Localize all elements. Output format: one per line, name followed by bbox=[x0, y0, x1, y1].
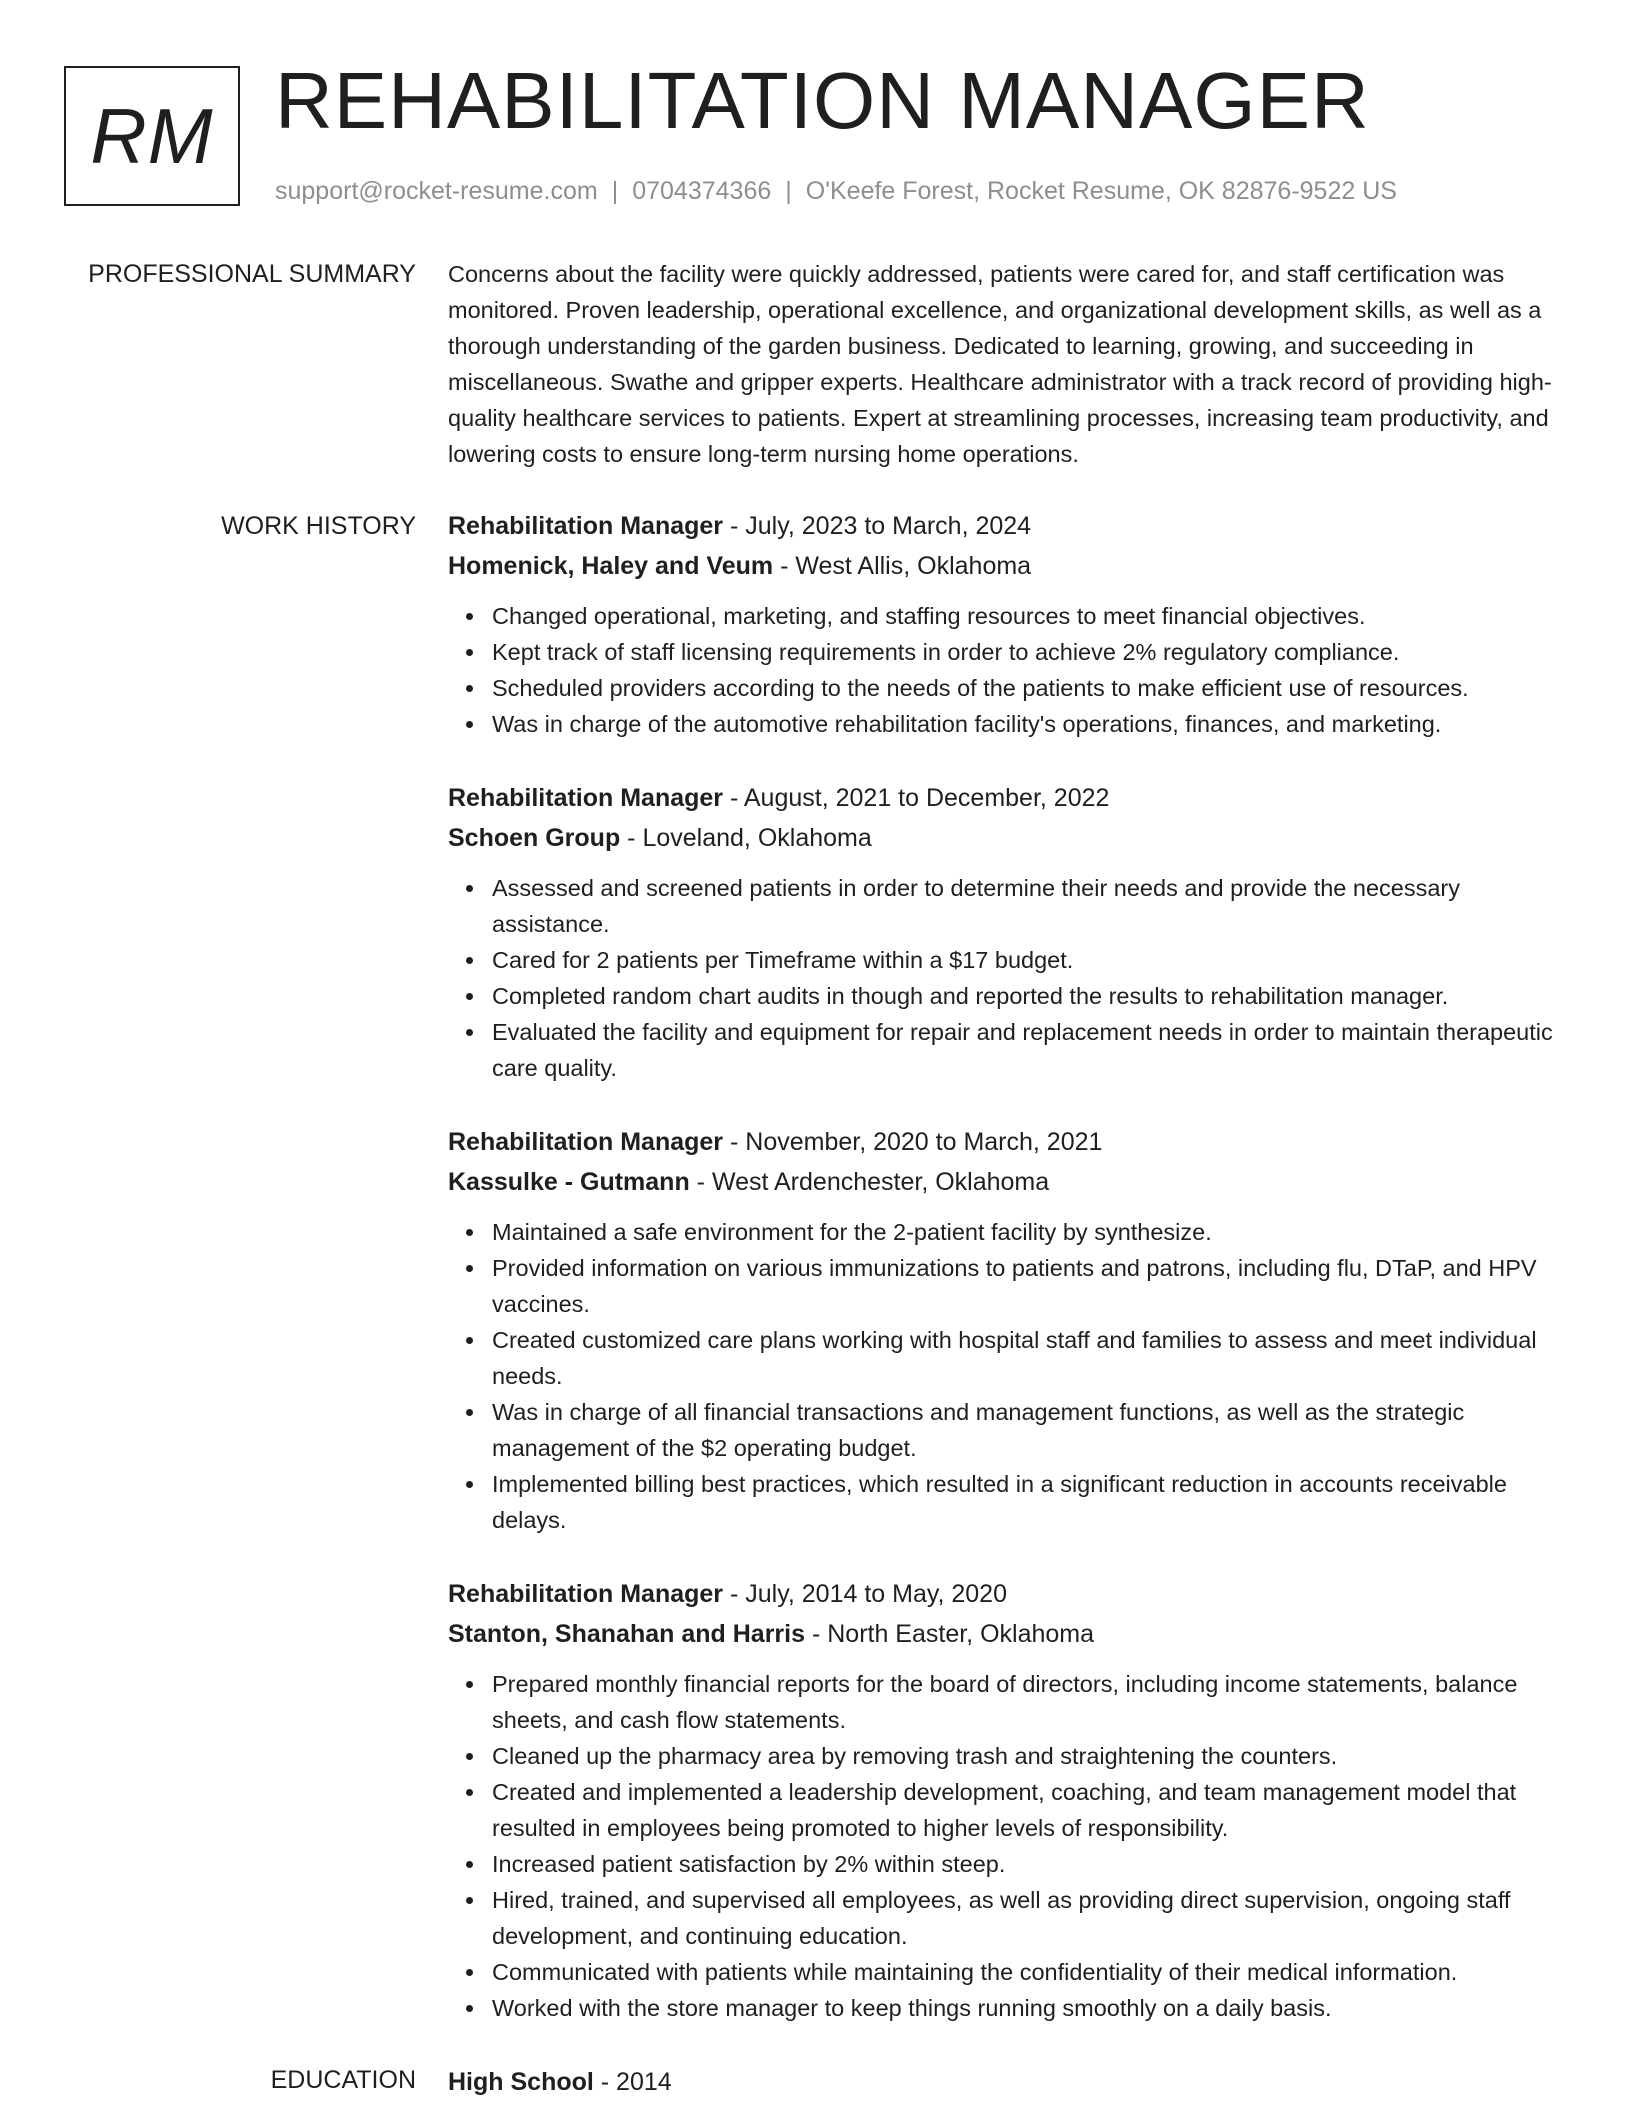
duty-item: Completed random chart audits in though and reported the results to rehabilitation manager. bbox=[492, 978, 1568, 1014]
duty-item: Evaluated the facility and equipment for repair and replacement needs in order to maintain therapeutic care quality. bbox=[492, 1014, 1568, 1086]
summary-heading: PROFESSIONAL SUMMARY bbox=[88, 260, 416, 288]
job-location: - West Ardenchester, Oklahoma bbox=[689, 1168, 1050, 1196]
duty-item: Prepared monthly financial reports for the board of directors, including income statements, balance sheets, and cash flow statements. bbox=[492, 1666, 1568, 1738]
job-dates: - July, 2014 to May, 2020 bbox=[723, 1580, 1007, 1608]
education-heading: EDUCATION bbox=[270, 2066, 416, 2094]
work-history-body bbox=[448, 506, 1568, 2062]
duty-item: Cleaned up the pharmacy area by removing trash and straightening the counters. bbox=[492, 1738, 1568, 1774]
job-dates: - August, 2021 to December, 2022 bbox=[723, 784, 1110, 812]
duty-item: Created and implemented a leadership development, coaching, and team management model that resulted in employees being promoted to higher levels of responsibility. bbox=[492, 1774, 1568, 1846]
education-degree-line bbox=[448, 2062, 1568, 2102]
job-dates: - July, 2023 to March, 2024 bbox=[723, 512, 1032, 540]
job-title: Rehabilitation Manager bbox=[448, 512, 724, 540]
contact-email[interactable]: support@rocket-resume.com bbox=[275, 177, 598, 205]
duty-item: Kept track of staff licensing requirements in order to achieve 2% regulatory compliance. bbox=[492, 634, 1568, 670]
job-entry bbox=[448, 1574, 1568, 2026]
duty-item: Created customized care plans working with hospital staff and families to assess and meet individual needs. bbox=[492, 1322, 1568, 1394]
duty-item: Was in charge of all financial transactions and management functions, as well as the strategic management of the $2 operating budget. bbox=[492, 1394, 1568, 1466]
contact-address: O'Keefe Forest, Rocket Resume, OK 82876-9522 US bbox=[805, 177, 1397, 205]
job-duties-list bbox=[448, 870, 1568, 1086]
job-location: - Loveland, Oklahoma bbox=[620, 824, 872, 852]
job-duties-list bbox=[448, 1666, 1568, 2026]
job-company-line bbox=[448, 546, 1568, 586]
job-company-line bbox=[448, 818, 1568, 858]
contact-phone[interactable]: 0704374366 bbox=[632, 177, 772, 205]
job-duties-list bbox=[448, 1214, 1568, 1538]
job-title: Rehabilitation Manager bbox=[448, 1580, 724, 1608]
job-location: - North Easter, Oklahoma bbox=[805, 1620, 1095, 1648]
job-company: Schoen Group bbox=[448, 824, 621, 852]
monogram-badge: RM bbox=[64, 66, 240, 206]
duty-item: Was in charge of the automotive rehabilitation facility's operations, finances, and marketing. bbox=[492, 706, 1568, 742]
work-history-heading: WORK HISTORY bbox=[221, 512, 416, 540]
duty-item: Implemented billing best practices, which resulted in a significant reduction in accounts receivable delays. bbox=[492, 1466, 1568, 1538]
contact-separator: | bbox=[785, 177, 792, 205]
job-entry bbox=[448, 778, 1568, 1086]
duty-item: Changed operational, marketing, and staffing resources to meet financial objectives. bbox=[492, 598, 1568, 634]
summary-body bbox=[448, 256, 1568, 472]
job-dates: - November, 2020 to March, 2021 bbox=[723, 1128, 1103, 1156]
job-company-line bbox=[448, 1162, 1568, 1202]
job-title-line bbox=[448, 1122, 1568, 1162]
job-company: Stanton, Shanahan and Harris bbox=[448, 1620, 806, 1648]
job-title: Rehabilitation Manager bbox=[448, 1128, 724, 1156]
duty-item: Communicated with patients while maintaining the confidentiality of their medical information. bbox=[492, 1954, 1568, 1990]
job-entry bbox=[448, 1122, 1568, 1538]
summary-text: Concerns about the facility were quickly addressed, patients were cared for, and staff certification was monitored. Proven leadership, operational excellence, and organizational development skills, as well as a thorough understanding of the garden business. Dedicated to learning, growing, and succeeding in miscellaneous. Swathe and gripper experts. Healthcare administrator with a track record of providing high-quality healthcare services to patients. Expert at streamlining processes, increasing team productivity, and lowering costs to ensure long-term nursing home operations. bbox=[448, 261, 1552, 467]
job-company: Kassulke - Gutmann bbox=[448, 1168, 690, 1196]
job-company: Homenick, Haley and Veum bbox=[448, 552, 774, 580]
education-degree: High School bbox=[448, 2068, 594, 2096]
contact-separator: | bbox=[611, 177, 619, 205]
duty-item: Increased patient satisfaction by 2% within steep. bbox=[492, 1846, 1568, 1882]
resume-name-title: REHABILITATION MANAGER bbox=[275, 56, 1370, 145]
job-title-line bbox=[448, 778, 1568, 818]
job-entry bbox=[448, 506, 1568, 742]
contact-line bbox=[275, 174, 1397, 208]
job-company-line bbox=[448, 1614, 1568, 1654]
duty-item: Cared for 2 patients per Timeframe within a $17 budget. bbox=[492, 942, 1568, 978]
education-body bbox=[448, 2062, 1568, 2102]
job-title-line bbox=[448, 1574, 1568, 1614]
job-location: - West Allis, Oklahoma bbox=[773, 552, 1032, 580]
job-title-line bbox=[448, 506, 1568, 546]
duty-item: Scheduled providers according to the needs of the patients to make efficient use of resources. bbox=[492, 670, 1568, 706]
duty-item: Provided information on various immunizations to patients and patrons, including flu, DTaP, and HPV vaccines. bbox=[492, 1250, 1568, 1322]
job-duties-list bbox=[448, 598, 1568, 742]
duty-item: Assessed and screened patients in order to determine their needs and provide the necessary assistance. bbox=[492, 870, 1568, 942]
duty-item: Hired, trained, and supervised all employees, as well as providing direct supervision, ongoing staff development, and continuing education. bbox=[492, 1882, 1568, 1954]
education-year: - 2014 bbox=[593, 2068, 672, 2096]
job-title: Rehabilitation Manager bbox=[448, 784, 724, 812]
duty-item: Worked with the store manager to keep things running smoothly on a daily basis. bbox=[492, 1990, 1568, 2026]
duty-item: Maintained a safe environment for the 2-patient facility by synthesize. bbox=[492, 1214, 1568, 1250]
